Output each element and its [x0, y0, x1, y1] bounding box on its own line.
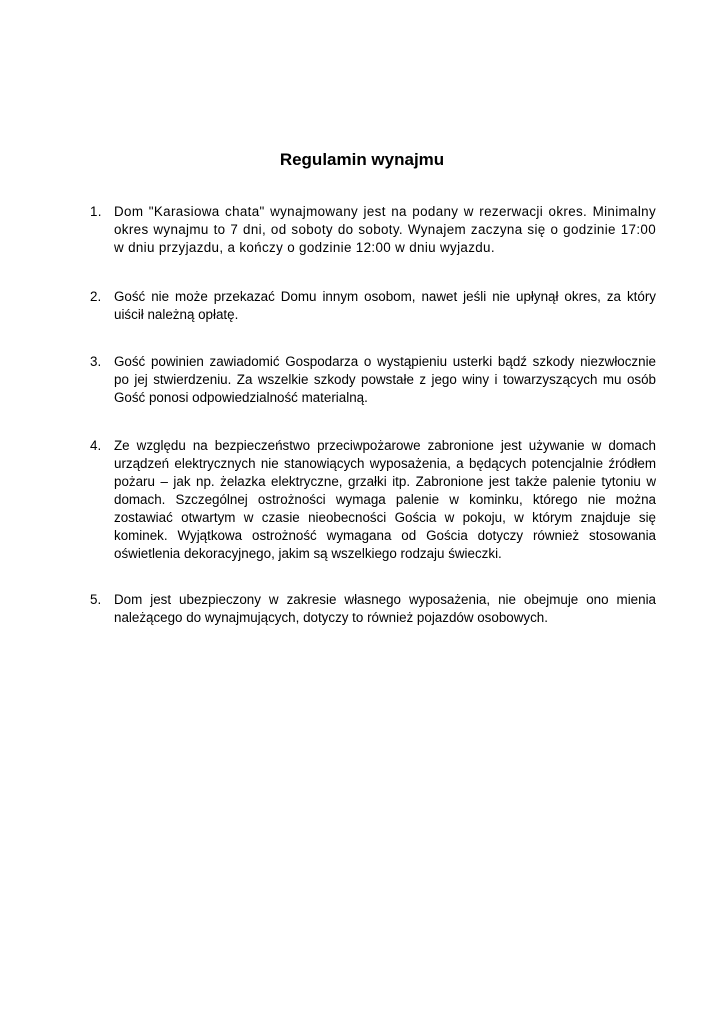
rule-text: Gość nie może przekazać Domu innym osobom, nawet jeśli nie upłynął okres, za który uiścił należną opłatę. — [114, 289, 656, 322]
rule-number: 1. — [90, 204, 102, 219]
rule-number: 2. — [90, 289, 102, 304]
rule-item-2 — [90, 288, 656, 324]
rule-item-4 — [90, 437, 656, 563]
rule-item-3 — [90, 353, 656, 407]
rule-item-1 — [90, 203, 656, 257]
rule-text: Ze względu na bezpieczeństwo przeciwpożarowe zabronione jest używanie w domach urządzeń elektrycznych nie stanowiących wyposażenia, a będących potencjalnie źródłem pożaru – jak np. żelazka elektryczne, grzałki itp. Zabronione jest także palenie tytoniu w domach. Szczególnej ostrożności wymaga palenie w kominku, którego nie można zostawiać otwartym w czasie nieobecności Gościa w pokoju, w którym znajduje się kominek. Wyjątkowa ostrożność wymagana od Gościa dotyczy również stosowania oświetlenia dekoracyjnego, jakim są wszelkiego rodzaju świeczki. — [114, 438, 656, 561]
rule-text: Gość powinien zawiadomić Gospodarza o wystąpieniu usterki bądź szkody niezwłocznie po jej stwierdzeniu. Za wszelkie szkody powstałe z jego winy i towarzyszących mu osób Gość ponosi odpowiedzialność materialną. — [114, 354, 656, 405]
rule-number: 5. — [90, 592, 102, 607]
rule-text: Dom jest ubezpieczony w zakresie własnego wyposażenia, nie obejmuje ono mienia należącego do wynajmujących, dotyczy to również pojazdów osobowych. — [114, 592, 656, 625]
rule-number: 4. — [90, 438, 102, 453]
rule-item-5 — [90, 591, 656, 627]
page-title: Regulamin wynajmu — [279, 150, 445, 169]
rule-text: Dom "Karasiowa chata" wynajmowany jest na podany w rezerwacji okres. Minimalny okres wynajmu to 7 dni, od soboty do soboty. Wynajem zaczyna się o godzinie 17:00 w dniu przyjazdu, a kończy o godzinie 12:00 w dniu wyjazdu. — [114, 204, 656, 255]
rule-number: 3. — [90, 354, 102, 369]
